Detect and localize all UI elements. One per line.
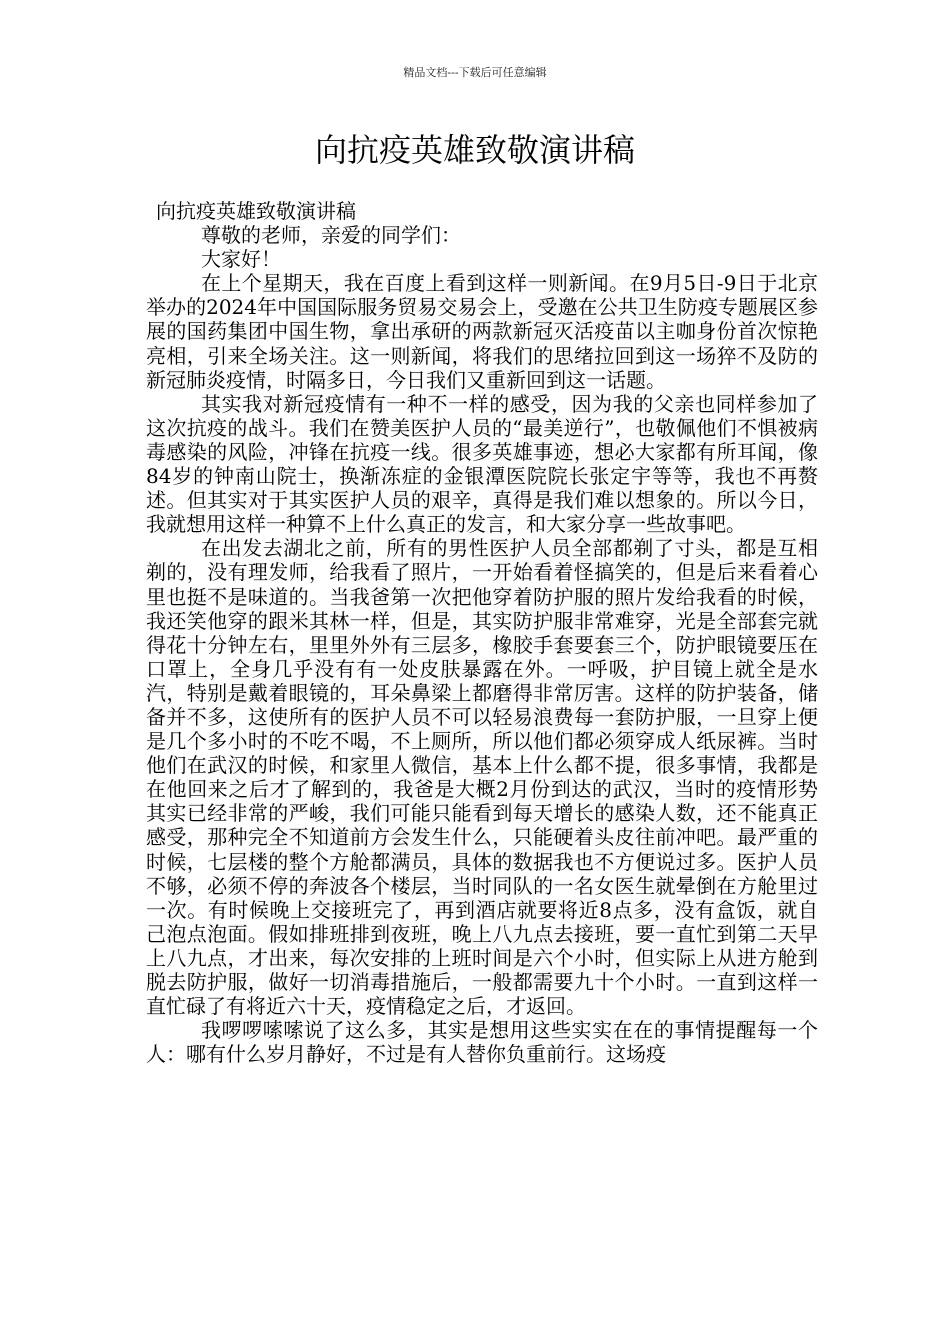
salutation-paragraph: 尊敬的老师，亲爱的同学们： bbox=[201, 223, 461, 248]
header-note: 精品文档---下载后可任意编辑 bbox=[403, 66, 547, 79]
document-body bbox=[146, 199, 818, 1066]
body-paragraph: 在出发去湖北之前，所有的男性医护人员全部都剃了寸头，都是互相剃的，没有理发师，给我看了照片，一开始看着怪搞笑的，但是后来看着心里也挺不是味道的。当我爸第一次把他穿着防护服的照片发给我看的时候，我还笑他穿的跟米其林一样，但是，其实防护服非常难穿，光是全部套完就得花十分钟左右，里里外外有三层多，橡胶手套要套三个，防护眼镜要压在口罩上，全身几乎没有有一处皮肤暴露在外。一呼吸，护目镜上就全是水汽，特别是戴着眼镜的，耳朵鼻梁上都磨得非常厉害。这样的防护装备，储备并不多，这使所有的医护人员不可以轻易浪费每一套防护服，一旦穿上便是几个多小时的不吃不喝，不上厕所，所以他们都必须穿成人纸尿裤。当时他们在武汉的时候，和家里人微信，基本上什么都不提，很多事情，我都是在他回来之后才了解到的，我爸是大概2月份到达的武汉，当时的疫情形势其实已经非常的严峻，我们可能只能看到每天增长的感染人数，还不能真正感受，那种完全不知道前方会发生什么，只能硬着头皮往前冲吧。最严重的时候，七层楼的整个方舱都满员，具体的数据我也不方便说过多。医护人员不够，必须不停的奔波各个楼层，当时同队的一名女医生就晕倒在方舱里过一次。有时候晚上交接班完了，再到酒店就要将近8点多，没有盒饭，就自己泡点泡面。假如排班排到夜班，晚上八九点去接班，要一直忙到第二天早上八九点，才出来，每次安排的上班时间是六个小时，但实际上从进方舱到脱去防护服，做好一切消毒措施后，一般都需要九十个小时。一直到这样一直忙碌了有将近六十天，疫情稳定之后，才返回。 bbox=[146, 536, 818, 1019]
speech-subtitle: 向抗疫英雄致敬演讲稿 bbox=[156, 199, 356, 223]
body-paragraph: 在上个星期天，我在百度上看到这样一则新闻。在9月5日-9日于北京举办的2024年中国国际服务贸易交易会上，受邀在公共卫生防疫专题展区参展的国药集团中国生物，拿出承研的两款新冠灭活疫苗以主咖身份首次惊艳亮相，引来全场关注。这一则新闻，将我们的思绪拉回到这一场猝不及防的新冠肺炎疫情，时隔多日，今日我们又重新回到这一话题。 bbox=[146, 271, 818, 392]
body-paragraph: 其实我对新冠疫情有一种不一样的感受，因为我的父亲也同样参加了这次抗疫的战斗。我们在赞美医护人员的“最美逆行”，也敬佩他们不惧被病毒感染的风险，冲锋在抗疫一线。很多英雄事迹，想必大家都有所耳闻，像84岁的钟南山院士，换渐冻症的金银潭医院院长张定宇等等，我也不再赘述。但其实对于其实医护人员的艰辛，真得是我们难以想象的。所以今日，我就想用这样一种算不上什么真正的发言，和大家分享一些故事吧。 bbox=[146, 391, 818, 537]
document-title: 向抗疫英雄致敬演讲稿 bbox=[314, 131, 635, 169]
body-paragraph: 我啰啰嗦嗦说了这么多，其实是想用这些实实在在的事情提醒每一个人：哪有什么岁月静好，不过是有人替你负重前行。这场疫 bbox=[146, 1018, 818, 1067]
greeting-paragraph: 大家好！ bbox=[201, 247, 281, 272]
